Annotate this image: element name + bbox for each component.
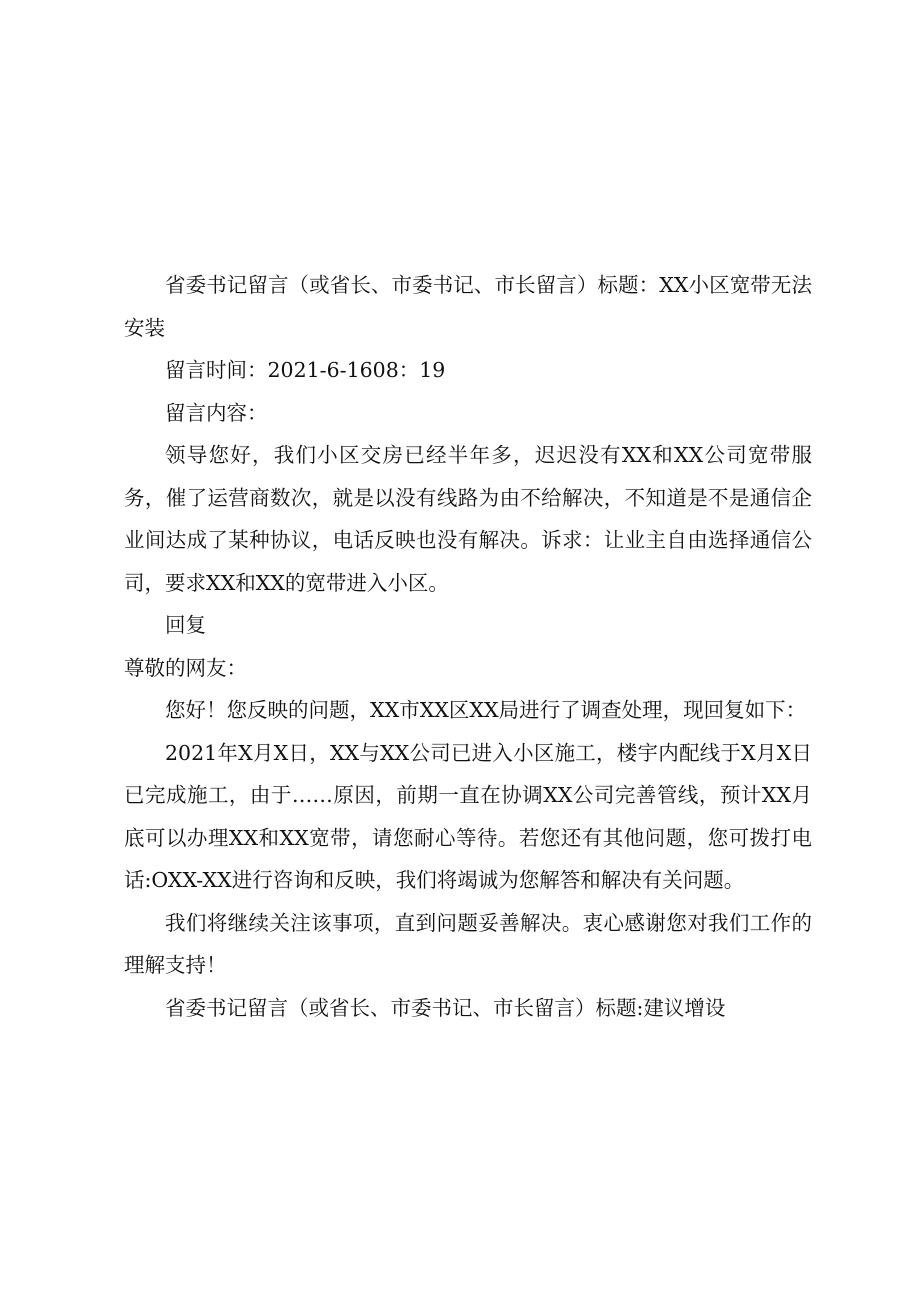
reply-salutation: 尊敬的网友： xyxy=(124,655,247,680)
message-time: 留言时间：2021-6-1608：19 xyxy=(165,358,446,382)
message-content: 领导您好，我们小区交房已经半年多，迟迟没有XX和XX公司宽带服务，催了运营商数次，就是以没有线路为由不给解决，不知道是不是通信企业间达成了某种协议，电话反映也没有解决。诉求：让业主自由选择通信公司，要求XX和XX的宽带进入小区。 xyxy=(124,443,812,595)
message-content-label: 留言内容： xyxy=(165,400,268,425)
next-letter-title: 省委书记留言（或省长、市委书记、市长留言）标题:建议增设 xyxy=(165,995,726,1020)
reply-intro: 您好！您反映的问题，XX市XX区XX局进行了调查处理，现回复如下： xyxy=(165,698,807,722)
reply-body: 2021年X月X日，XX与XX公司已进入小区施工，楼宇内配线于X月X日已完成施工，由于……原因，前期一直在协调XX公司完善管线，预计XX月底可以办理XX和XX宽带，请您耐心等待。若您还有其他问题，您可拨打电话:OXX-XX进行咨询和反映，我们将竭诚为您解答和解决有关问题。 xyxy=(124,740,812,892)
reply-closing: 我们将继续关注该事项，直到问题妥善解决。衷心感谢您对我们工作的理解支持！ xyxy=(124,910,812,977)
document-body xyxy=(124,264,812,1029)
reply-label: 回复 xyxy=(165,613,206,637)
letter-title: 省委书记留言（或省长、市委书记、市长留言）标题：XX小区宽带无法安装 xyxy=(124,273,812,340)
